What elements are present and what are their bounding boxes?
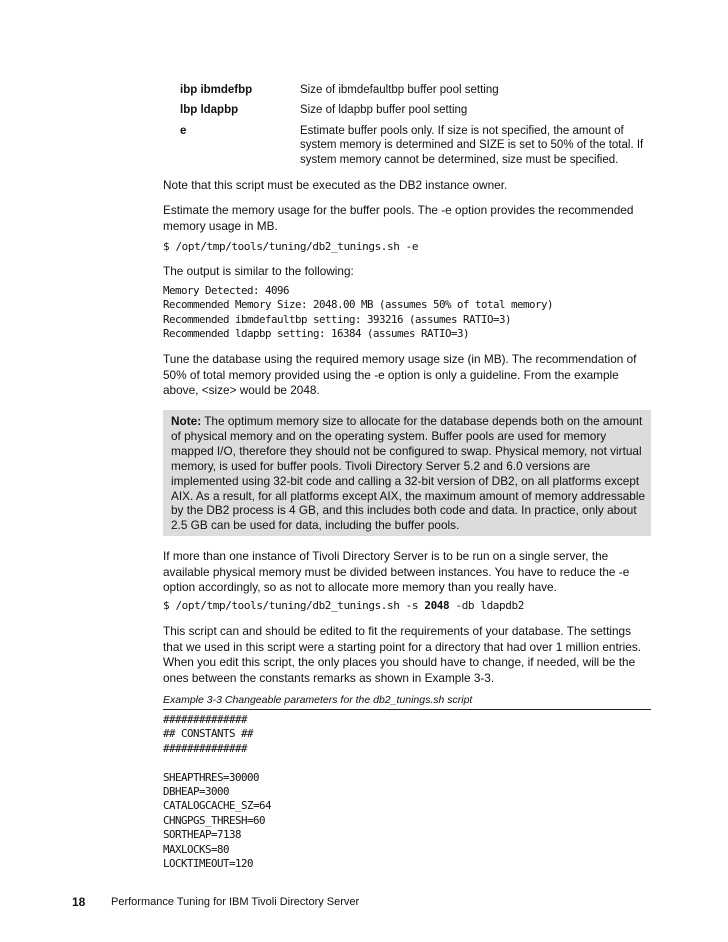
- para-estimate: Estimate the memory usage for the buffer pools. The -e option provides the recommended memory usage in MB.: [163, 203, 634, 233]
- code-line: CATALOGCACHE_SZ=64: [163, 799, 272, 813]
- command-run-suffix: -db ldapdb2: [449, 599, 524, 612]
- code-line: ##############: [163, 741, 248, 755]
- code-line: LOCKTIMEOUT=120: [163, 856, 254, 870]
- option-name-e: e: [180, 125, 187, 137]
- command-run-size: 2048: [424, 599, 450, 612]
- para-instances: If more than one instance of Tivoli Directory Server is to be run on a single server, the available physical memory must be divided between instances. You have to reduce the -e option accordingly, so as not to allocate more memory than you really have.: [163, 549, 630, 595]
- option-desc-ibp: Size of ibmdefaultbp buffer pool setting: [300, 84, 499, 96]
- example-caption: Example 3-3 Changeable parameters for the db2_tunings.sh script: [163, 694, 473, 706]
- option-name-lbp: lbp ldapbp: [180, 104, 239, 116]
- code-line: ##############: [163, 713, 248, 726]
- note-label: Note:: [171, 414, 202, 428]
- code-block: [163, 713, 271, 871]
- para-instance-owner: Note that this script must be executed as the DB2 instance owner.: [163, 178, 508, 192]
- command-run-prefix: $ /opt/tmp/tools/tuning/db2_tunings.sh -s: [163, 599, 425, 612]
- code-line: [163, 756, 271, 770]
- output-block: [163, 284, 553, 342]
- code-line: DBHEAP=3000: [163, 784, 230, 798]
- code-line: CHNGPGS_THRESH=60: [163, 813, 266, 827]
- caption-rule: [163, 709, 651, 710]
- code-line: SORTHEAP=7138: [163, 828, 242, 842]
- output-line: Recommended Memory Size: 2048.00 MB (assumes 50% of total memory): [163, 298, 554, 312]
- option-name-ibp: ibp ibmdefbp: [180, 84, 253, 96]
- note-text: [171, 414, 647, 533]
- command-estimate: $ /opt/tmp/tools/tuning/db2_tunings.sh -e: [163, 240, 419, 253]
- output-line: Recommended ldapbp setting: 16384 (assumes RATIO=3): [163, 327, 470, 341]
- code-line: SHEAPTHRES=30000: [163, 770, 260, 784]
- note-body: The optimum memory size to allocate for the database depends both on the amount of physical memory and on the operating system. Buffer pools are used for memory mapped I/O, therefore they should not be configured to swap. Physical memory, not virtual memory, is used for buffer pools. Tivoli Directory Server 5.2 and 6.0 versions are implemented using 32-bit code and calling a 32-bit version of DB2, on all platforms except AIX. As a result, for all platforms except AIX, the maximum amount of memory addressable by the DB2 process is 4 GB, and this includes both code and data. In practice, only about 2.5 GB can be used for data, including the buffer pools.: [171, 414, 646, 533]
- code-line: ## CONSTANTS ##: [163, 727, 254, 741]
- para-edit: This script can and should be edited to fit the requirements of your database. The settings that we used in this script were a starting point for a directory that had over 1 million entries. When you edit this script, the only places you should have to change, if needed, will be the ones between the constants remarks as shown in Example 3-3.: [163, 624, 642, 685]
- option-desc-lbp: Size of ldapbp buffer pool setting: [300, 104, 468, 116]
- code-line: MAXLOCKS=80: [163, 842, 230, 856]
- output-line: Recommended ibmdefaultbp setting: 393216 (assumes RATIO=3): [163, 312, 512, 326]
- option-desc-e: Estimate buffer pools only. If size is not specified, the amount of system memory is determined and SIZE is set to 50% of the total. If system memory cannot be determined, size must be specified.: [300, 125, 644, 166]
- page-number: 18: [72, 895, 86, 909]
- footer-book-title: Performance Tuning for IBM Tivoli Directory Server: [111, 896, 360, 908]
- command-run: [163, 599, 524, 613]
- para-output-intro: The output is similar to the following:: [163, 264, 354, 278]
- para-tune: Tune the database using the required memory usage size (in MB). The recommendation of 50% of total memory provided using the -e option is only a guideline. From the example above, <size> would be 2048.: [163, 352, 637, 398]
- output-line: Memory Detected: 4096: [163, 284, 290, 297]
